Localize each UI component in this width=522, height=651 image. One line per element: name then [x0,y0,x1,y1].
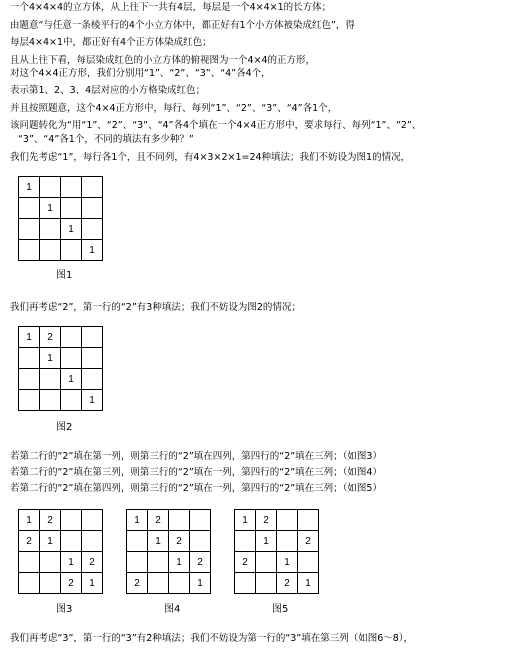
grid-cell [256,573,277,594]
text-line-9: “3”、“4”各1个，不同的填法有多少种？” [18,134,194,145]
grid-cell: 1 [169,552,190,573]
grid-cell [61,198,82,219]
text-line-4: 且从上往下看，每层染成红色的小立方体的俯视图为一个4×4的正方形， [10,55,316,66]
grid-row [127,552,211,573]
grid-row [19,573,103,594]
grid-row [19,390,103,411]
grid-cell [235,531,256,552]
grid-cell [61,390,82,411]
grid-cell [61,510,82,531]
grid-cell [40,369,61,390]
grid-row [127,573,211,594]
grid-row [19,510,103,531]
grid-cell [256,552,277,573]
grid-cell: 1 [148,531,169,552]
grid-cell: 1 [61,219,82,240]
text-line-7: 并且按照题意，这个4×4正方形中，每行、每列“1”、“2”、“3”、“4”各1个， [10,103,338,114]
grid-cell [298,552,319,573]
grid-cell [82,219,103,240]
figure-1-caption: 图1 [56,270,73,281]
grid-cell [82,327,103,348]
grid-cell: 2 [277,573,298,594]
grid-cell [40,552,61,573]
grid-cell [235,573,256,594]
grid-cell: 1 [256,531,277,552]
grid-cell [19,369,40,390]
grid-cell [61,240,82,261]
grid-cell: 1 [235,510,256,531]
figure-3-grid [18,509,103,594]
grid-cell: 1 [82,573,103,594]
grid-cell [19,219,40,240]
grid-row [19,198,103,219]
grid-row [19,219,103,240]
grid-cell [19,573,40,594]
grid-cell [19,198,40,219]
grid-cell: 1 [19,177,40,198]
text-line-1: 一个4×4×4的立方体，从上往下一共有4层，每层是一个4×4×1的长方体； [10,2,332,13]
grid-cell: 1 [82,240,103,261]
grid-cell [277,510,298,531]
grid-cell [19,348,40,369]
grid-row [19,552,103,573]
figure-4-caption: 图4 [164,604,181,615]
grid-cell: 1 [61,552,82,573]
grid-cell: 1 [40,531,61,552]
grid-cell: 2 [256,510,277,531]
grid-cell: 1 [40,348,61,369]
text-line-8: 该问题转化为“用“1”、“2”、“3”、“4”各4个填在一个4×4正方形中，要求每行、每列“1”、“2”、 [10,120,422,131]
grid-cell: 2 [61,573,82,594]
text-line-10: 我们先考虑“1”，每行各1个，且不同列，有4×3×2×1=24种填法；我们不妨设为图1的情况， [10,152,411,163]
grid-row [19,327,103,348]
text-line-5: 对这个4×4正方形，我们分别用“1”、“2”、“3”、“4”各4个， [10,68,271,79]
grid-row [19,531,103,552]
grid-cell: 1 [298,573,319,594]
grid-cell [40,240,61,261]
grid-cell: 2 [40,327,61,348]
grid-cell [190,531,211,552]
grid-row [127,531,211,552]
figure-3-caption: 图3 [56,604,73,615]
grid-row [235,552,319,573]
grid-cell [61,348,82,369]
grid-row [235,573,319,594]
figure-1-grid [18,176,103,261]
grid-cell: 2 [190,552,211,573]
text-line-15: 我们再考虑“3”，第一行的“3”有2种填法；我们不妨设为第一行的“3”填在第三列（如图6～8）， [10,633,414,644]
grid-cell [40,177,61,198]
grid-cell [277,531,298,552]
text-line-2: 由题意“与任意一条棱平行的4个小立方体中，都正好有1个小方体被染成红色”，得 [10,20,355,31]
grid-cell: 1 [61,369,82,390]
grid-cell [61,531,82,552]
grid-row [235,510,319,531]
grid-cell [19,240,40,261]
grid-cell: 2 [82,552,103,573]
text-line-3: 每层4×4×1中，都正好有4个正方体染成红色； [10,37,212,48]
text-line-14: 若第二行的“2”填在第四列，则第三行的“2”填在一列，第四行的“2”填在三列；（如图5） [10,483,382,494]
grid-cell: 1 [40,198,61,219]
grid-cell: 1 [19,327,40,348]
figure-2-caption: 图2 [56,422,73,433]
grid-cell [82,348,103,369]
grid-cell [19,552,40,573]
grid-row [19,177,103,198]
grid-cell [61,327,82,348]
grid-cell [127,552,148,573]
grid-cell: 1 [277,552,298,573]
grid-row [19,240,103,261]
grid-row [19,369,103,390]
grid-cell: 2 [127,573,148,594]
grid-cell [19,390,40,411]
figure-2-grid [18,326,103,411]
grid-cell [82,177,103,198]
grid-cell [61,177,82,198]
grid-row [127,510,211,531]
grid-cell: 1 [19,510,40,531]
text-line-6: 表示第1、2、3、4层对应的小方格染成红色； [10,85,206,96]
grid-cell [148,552,169,573]
grid-cell [298,510,319,531]
text-line-12: 若第二行的“2”填在第一列，则第三行的“2”填在四列，第四行的“2”填在三列；（如图3） [10,451,382,462]
grid-cell [82,369,103,390]
grid-cell: 1 [82,390,103,411]
grid-cell [148,573,169,594]
grid-cell [40,219,61,240]
grid-cell: 2 [40,510,61,531]
grid-cell [190,510,211,531]
grid-row [19,348,103,369]
grid-cell: 1 [190,573,211,594]
figure-4-grid [126,509,211,594]
grid-cell: 2 [298,531,319,552]
grid-cell [82,198,103,219]
grid-cell [40,573,61,594]
grid-cell [169,510,190,531]
grid-cell: 2 [148,510,169,531]
text-line-11: 我们再考虑“2”，第一行的“2”有3种填法；我们不妨设为图2的情况； [10,302,301,313]
text-line-13: 若第二行的“2”填在第三列，则第三行的“2”填在一列，第四行的“2”填在三列；（如图4） [10,467,382,478]
grid-cell [40,390,61,411]
grid-cell [82,510,103,531]
grid-cell [127,531,148,552]
grid-cell: 2 [169,531,190,552]
figure-5-grid [234,509,319,594]
grid-row [235,531,319,552]
grid-cell: 1 [127,510,148,531]
grid-cell: 2 [235,552,256,573]
grid-cell [169,573,190,594]
figure-5-caption: 图5 [272,604,289,615]
grid-cell: 2 [19,531,40,552]
grid-cell [82,531,103,552]
